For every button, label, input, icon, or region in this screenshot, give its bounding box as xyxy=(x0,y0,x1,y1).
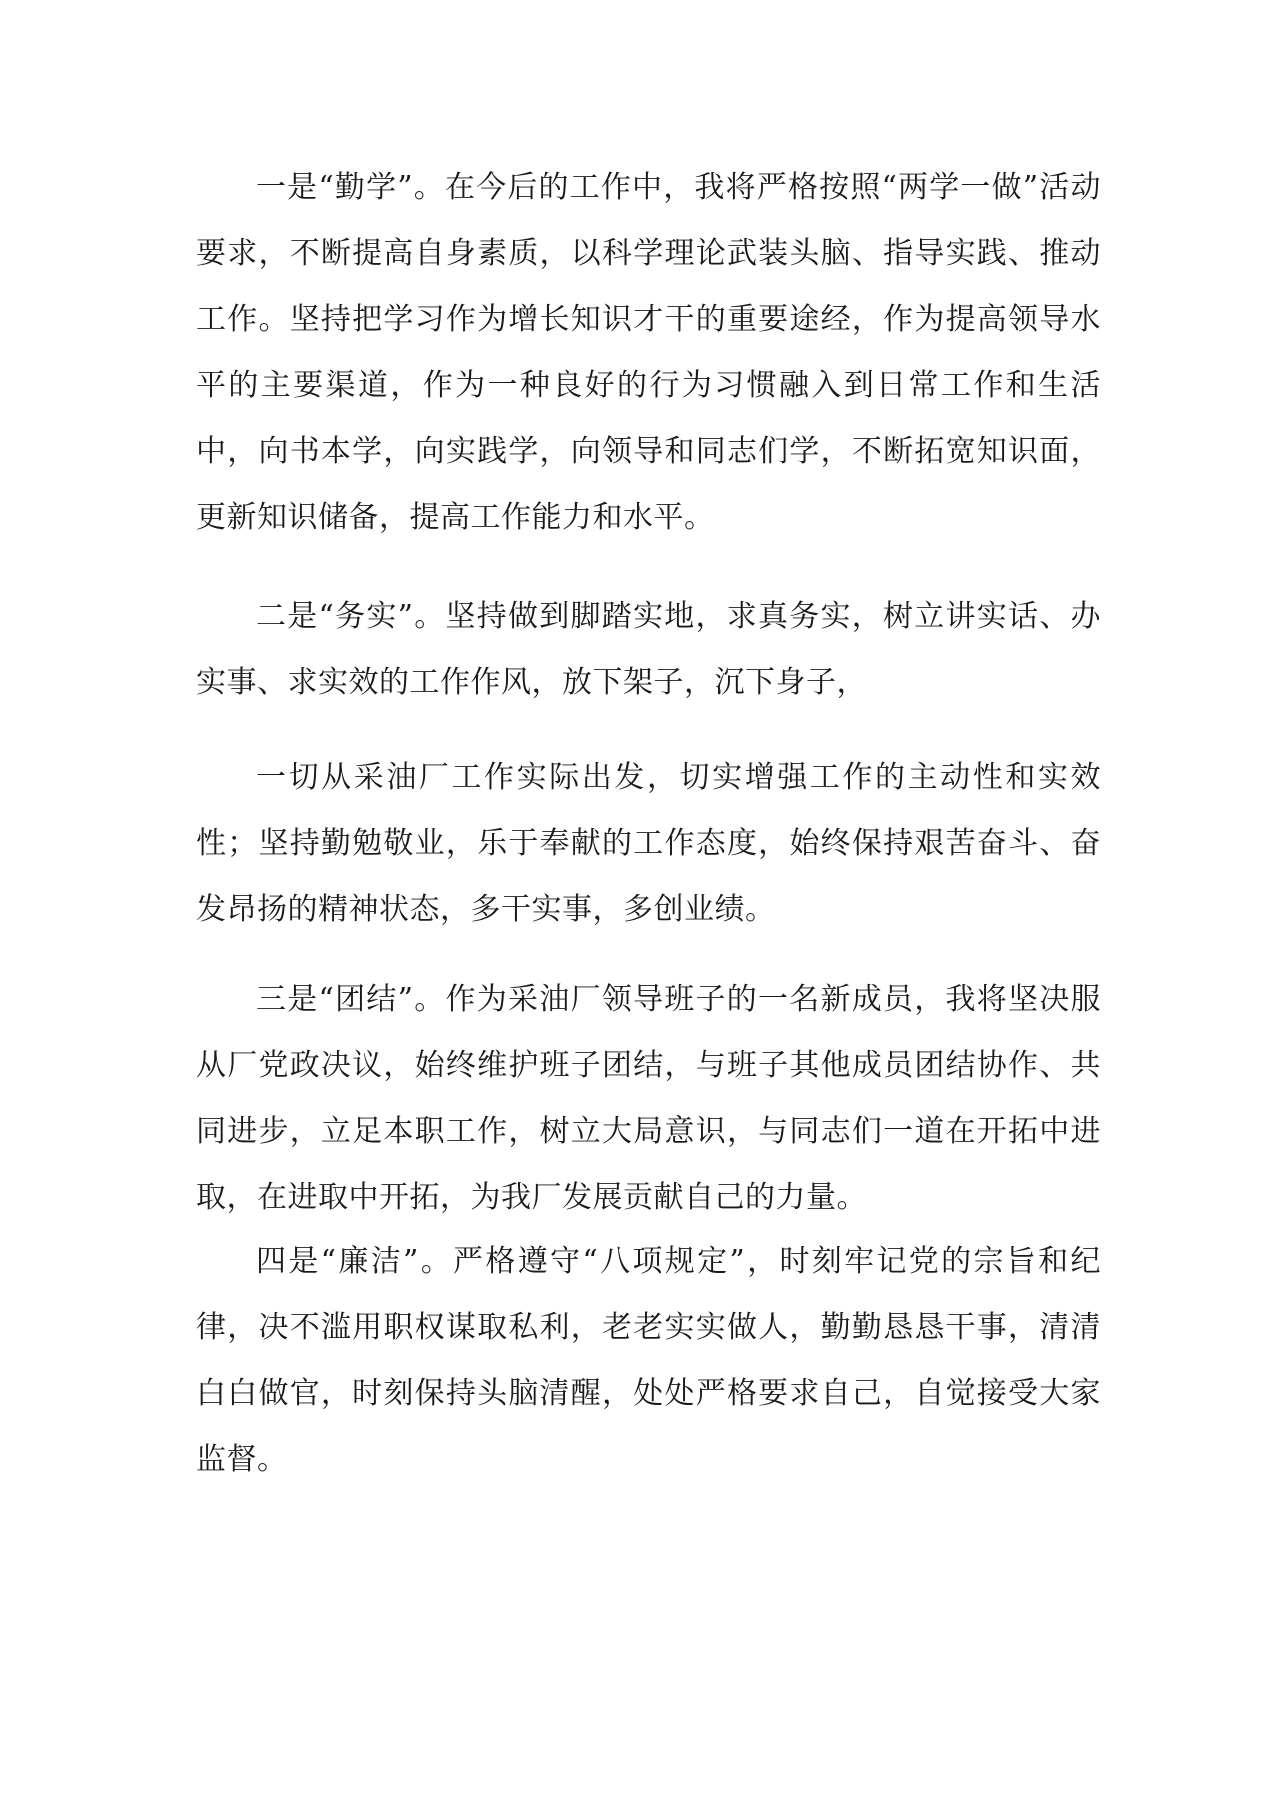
paragraph-practical-continued: 一切从采油厂工作实际出发，切实增强工作的主动性和实效性；坚持勤勉敬业，乐于奉献的工作态度，始终保持艰苦奋斗、奋发昂扬的精神状态，多干实事，多创业绩。 xyxy=(196,760,1101,927)
paragraph-unity: 三是“团结”。作为采油厂领导班子的一名新成员，我将坚决服从厂党政决议，始终维护班子团结，与班子其他成员团结协作、共同进步，立足本职工作，树立大局意识，与同志们一道在开拓中进取，在进取中开拓，为我厂发展贡献自己的力量。 xyxy=(196,982,1101,1215)
paragraph-practical: 二是“务实”。坚持做到脚踏实地，求真务实，树立讲实话、办实事、求实效的工作作风，放下架子，沉下身子， xyxy=(196,599,1101,700)
paragraph-integrity: 四是“廉洁”。严格遵守“八项规定”，时刻牢记党的宗旨和纪律，决不滥用职权谋取私利，老老实实做人，勤勤恳恳干事，清清白白做官，时刻保持头脑清醒，处处严格要求自己，自觉接受大家监督。 xyxy=(196,1244,1101,1477)
paragraph-diligent-study: 一是“勤学”。在今后的工作中，我将严格按照“两学一做”活动要求，不断提高自身素质，以科学理论武装头脑、指导实践、推动工作。坚持把学习作为增长知识才干的重要途经，作为提高领导水平的主要渠道，作为一种良好的行为习惯融入到日常工作和生活中，向书本学，向实践学，向领导和同志们学，不断拓宽知识面，更新知识储备，提高工作能力和水平。 xyxy=(196,170,1101,535)
